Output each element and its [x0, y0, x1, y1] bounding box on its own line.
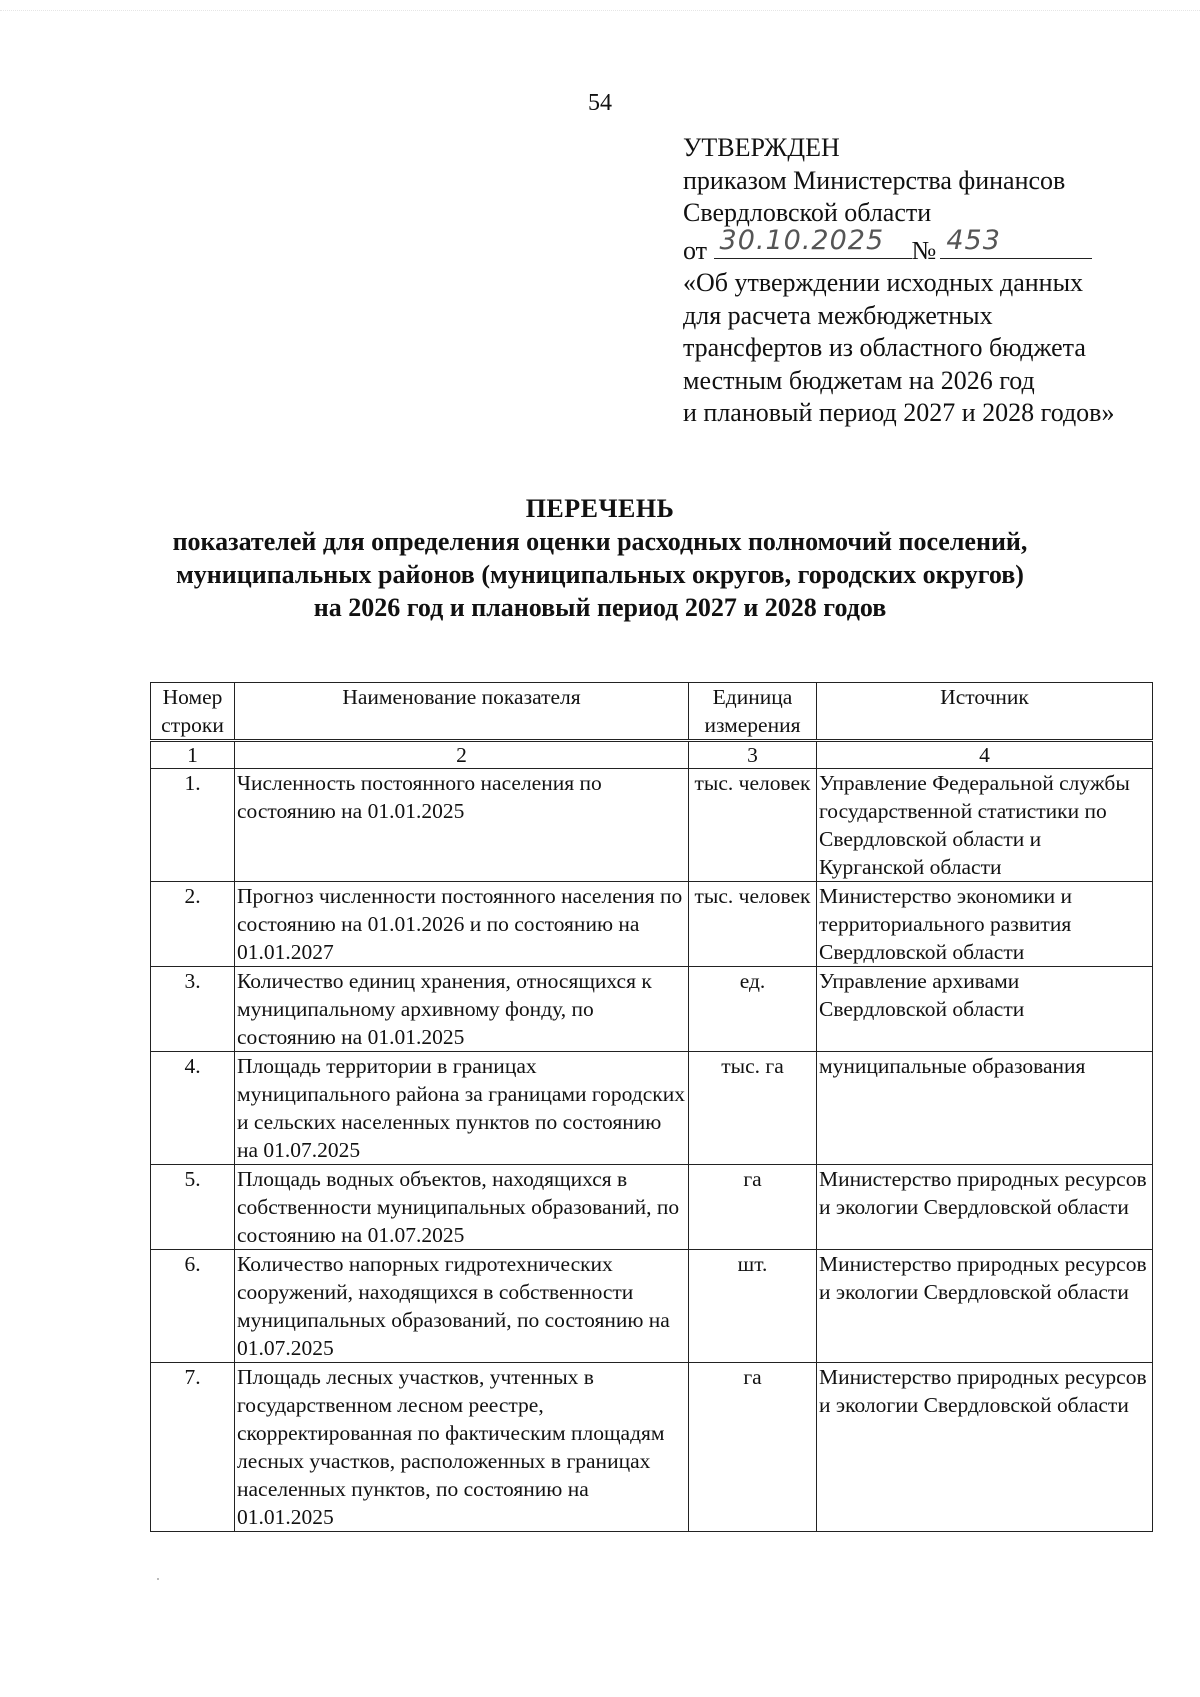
subject-line-2: для расчета межбюджетных	[683, 300, 993, 330]
title-line-2: муниципальных районов (муниципальных округов, городских округов)	[176, 560, 1024, 589]
column-number-4: 4	[817, 741, 1153, 769]
table-row	[151, 1250, 1153, 1363]
source: Управление Федеральной службы государственной статистики по Свердловской области и Курганской области	[817, 769, 1153, 882]
unit: га	[689, 1363, 817, 1532]
table-row	[151, 1165, 1153, 1250]
source: Министерство природных ресурсов и экологии Свердловской области	[817, 1250, 1153, 1363]
unit: тыс. человек	[689, 769, 817, 882]
approval-block	[683, 132, 1153, 430]
scan-speck	[157, 1578, 159, 1580]
page-number: 54	[588, 90, 612, 116]
table-row	[151, 967, 1153, 1052]
title-line-3: на 2026 год и плановый период 2027 и 2028 годов	[313, 593, 887, 622]
unit: га	[689, 1165, 817, 1250]
subject-line-4: местным бюджетам на 2026 год	[683, 365, 1035, 395]
row-number: 4.	[151, 1052, 235, 1165]
header-unit: Единица измерения	[689, 683, 817, 741]
indicator-name: Количество единиц хранения, относящихся к муниципальному архивному фонду, по состоянию на 01.01.2025	[235, 967, 689, 1052]
header-row-number: Номер строки	[151, 683, 235, 741]
row-number: 3.	[151, 967, 235, 1052]
row-number: 7.	[151, 1363, 235, 1532]
table-row	[151, 1052, 1153, 1165]
document-title	[0, 492, 1200, 624]
unit: ед.	[689, 967, 817, 1052]
table-header-row	[151, 683, 1153, 741]
source: муниципальные образования	[817, 1052, 1153, 1165]
approval-line-2: Свердловской области	[683, 198, 932, 227]
subject-line-5: и плановый период 2027 и 2028 годов»	[683, 398, 1115, 427]
column-numbers-row	[151, 741, 1153, 769]
date-field	[714, 225, 912, 259]
indicator-name: Прогноз численности постоянного населения по состоянию на 01.01.2026 и по состоянию на 01.01.2027	[235, 882, 689, 967]
column-number-2: 2	[235, 741, 689, 769]
source: Министерство экономики и территориального развития Свердловской области	[817, 882, 1153, 967]
title-line-1: показателей для определения оценки расходных полномочий поселений,	[172, 527, 1028, 556]
handwritten-number: 453	[946, 225, 1001, 256]
header-indicator-name: Наименование показателя	[235, 683, 689, 741]
date-prefix: от	[683, 235, 708, 265]
unit: тыс. человек	[689, 882, 817, 967]
approval-date-line	[683, 225, 1153, 268]
row-number: 2.	[151, 882, 235, 967]
indicator-name: Площадь водных объектов, находящихся в собственности муниципальных образований, по состоянию на 01.07.2025	[235, 1165, 689, 1250]
indicator-name: Площадь лесных участков, учтенных в государственном лесном реестре, скорректированная по фактическим площадям лесных участков, расположенных в границах населенных пунктов, по состоянию на 01.01.2025	[235, 1363, 689, 1532]
row-number: 5.	[151, 1165, 235, 1250]
column-number-1: 1	[151, 741, 235, 769]
header-source: Источник	[817, 683, 1153, 741]
indicator-name: Численность постоянного населения по состоянию на 01.01.2025	[235, 769, 689, 882]
table-row	[151, 1363, 1153, 1532]
approval-heading: УТВЕРЖДЕН	[683, 133, 840, 162]
approval-line-1: приказом Министерства финансов	[683, 165, 1066, 195]
subject-line-1: «Об утверждении исходных данных	[683, 268, 1084, 297]
indicators-table	[150, 682, 1153, 1532]
subject-line-3: трансфертов из областного бюджета	[683, 333, 1086, 362]
indicator-name: Количество напорных гидротехнических сооружений, находящихся в собственности муниципальных образований, по состоянию на 01.07.2025	[235, 1250, 689, 1363]
title-main: ПЕРЕЧЕНЬ	[525, 494, 675, 523]
handwritten-date: 30.10.2025	[719, 225, 885, 256]
scan-edge-speckle	[0, 10, 1200, 12]
table-row	[151, 882, 1153, 967]
column-number-3: 3	[689, 741, 817, 769]
row-number: 6.	[151, 1250, 235, 1363]
row-number: 1.	[151, 769, 235, 882]
indicator-name: Площадь территории в границах муниципального района за границами городских и сельских населенных пунктов по состоянию на 01.07.2025	[235, 1052, 689, 1165]
unit: тыс. га	[689, 1052, 817, 1165]
source: Управление архивами Свердловской области	[817, 967, 1153, 1052]
unit: шт.	[689, 1250, 817, 1363]
table-row	[151, 769, 1153, 882]
source: Министерство природных ресурсов и экологии Свердловской области	[817, 1165, 1153, 1250]
number-sign: №	[911, 235, 937, 265]
source: Министерство природных ресурсов и экологии Свердловской области	[817, 1363, 1153, 1532]
number-field	[940, 225, 1092, 259]
